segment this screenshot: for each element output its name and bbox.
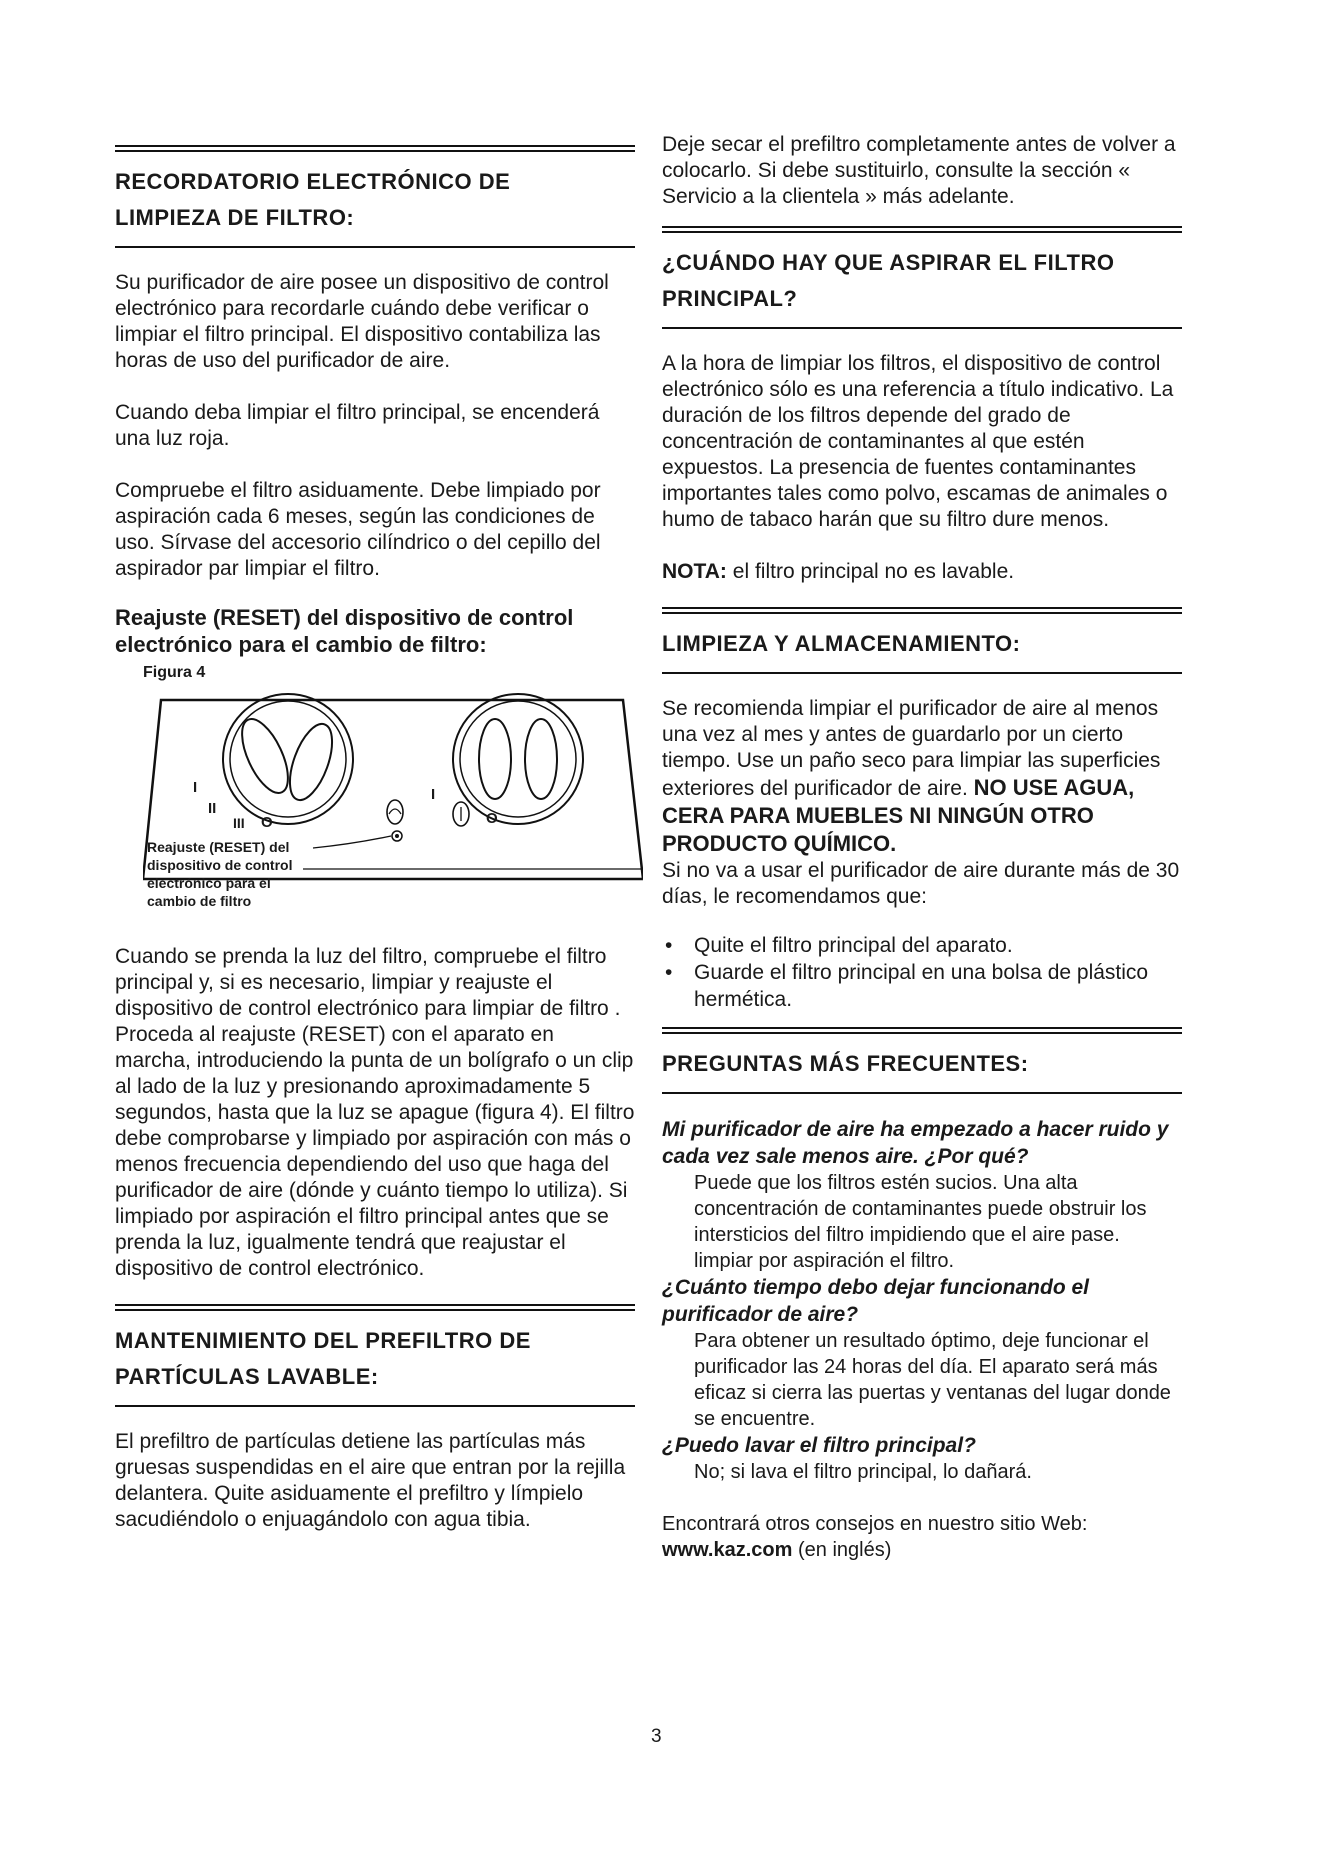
faq-question: Mi purificador de aire ha empezado a hacer ruido y cada vez sale menos aire. ¿Por qué? xyxy=(662,1118,1169,1168)
section-title-cuando xyxy=(662,245,1182,317)
title-line: PARTÍCULAS LAVABLE: xyxy=(115,1364,379,1389)
mark-i: I xyxy=(193,779,198,796)
reset-subheading: Reajuste (RESET) del dispositivo de control electrónico para el cambio de filtro: xyxy=(115,605,574,657)
title-line: RECORDATORIO ELECTRÓNICO DE xyxy=(115,169,511,194)
title-line: LIMPIEZA DE FILTRO: xyxy=(115,205,355,230)
paragraph: Compruebe el filtro asiduamente. Debe limpiado por aspiración cada 6 meses, según las condiciones de uso. Sírvase del accesorio cilíndrico o del cepillo del aspirador par limpiar el filtro. xyxy=(115,479,601,580)
left-column xyxy=(115,145,635,1533)
paragraph: El prefiltro de partículas detiene las partículas más gruesas suspendidas en el aire que entran por la rejilla delantera. Quite asiduamente el prefiltro y límpielo sacudiéndolo o enjuagándolo con agua tibia. xyxy=(115,1430,626,1531)
title-line: MANTENIMIENTO DEL PREFILTRO DE xyxy=(115,1328,531,1353)
faq-question: ¿Puedo lavar el filtro principal? xyxy=(662,1434,976,1457)
nota-text: el filtro principal no es lavable. xyxy=(726,560,1015,583)
mark-i-right: I xyxy=(431,786,436,803)
section-title-preguntas: PREGUNTAS MÁS FRECUENTES: xyxy=(662,1051,1029,1076)
title-line: PRINCIPAL? xyxy=(662,286,798,311)
paragraph: Cuando deba limpiar el filtro principal, se encenderá una luz roja. xyxy=(115,401,600,450)
paragraph: Si no va a usar el purificador de aire durante más de 30 días, le recomendamos que: xyxy=(662,859,1180,908)
mark-o: O xyxy=(261,814,273,831)
paragraph: Su purificador de aire posee un dispositivo de control electrónico para recordarle cuándo debe verificar o limpiar el filtro principal. El dispositivo contabiliza las horas de uso del purificador de aire. xyxy=(115,271,609,372)
timer-dial-icon xyxy=(453,694,583,824)
reset-button-icon xyxy=(392,831,402,841)
fan-speed-dial-icon xyxy=(223,694,353,824)
nota-label: NOTA: xyxy=(662,560,727,583)
warning-text: NO USE AGUA, CERA PARA MUEBLES NI NINGÚN OTRO PRODUCTO QUÍMICO. xyxy=(662,775,1135,856)
section-rule xyxy=(662,226,1182,233)
section-rule xyxy=(662,607,1182,614)
list-item xyxy=(662,932,1182,959)
figure-label: Figura 4 xyxy=(143,664,206,681)
website-line xyxy=(662,1537,1182,1563)
paragraph-text: Se recomienda limpiar el purificador de aire al menos una vez al mes y antes de guardarlo por un cierto tiempo. Use un paño seco para limpiar las superficies exteriores del purificador de aire. xyxy=(662,697,1161,800)
paragraph: Deje secar el prefiltro completamente antes de volver a colocarlo. Si debe sustituirlo, consulte la sección « Servicio a la clientela » más adelante. xyxy=(662,133,1176,208)
website-link[interactable]: www.kaz.com xyxy=(662,1539,793,1561)
paragraph xyxy=(662,696,1182,858)
list-item-text: Quite el filtro principal del aparato. xyxy=(694,934,1013,957)
title-line: ¿CUÁNDO HAY QUE ASPIRAR EL FILTRO xyxy=(662,250,1115,275)
bullet-icon: • xyxy=(665,934,673,957)
section-title-limpieza: LIMPIEZA Y ALMACENAMIENTO: xyxy=(662,631,1021,656)
section-title-mantenimiento xyxy=(115,1323,635,1395)
faq-answer: Puede que los filtros estén sucios. Una alta concentración de contaminantes puede obstruir los intersticios del filtro impidiendo que el aire pase. limpiar por aspiración el filtro. xyxy=(694,1172,1147,1272)
reset-callout xyxy=(147,838,292,910)
website-note: (en inglés) xyxy=(792,1539,892,1561)
nota-paragraph xyxy=(662,559,1182,585)
right-column xyxy=(662,132,1182,1563)
filter-indicator-icon xyxy=(387,800,403,824)
page-number: 3 xyxy=(651,1726,662,1747)
callout-line: dispositivo de control xyxy=(147,857,293,873)
section-rule xyxy=(662,1027,1182,1034)
callout-line: electrónico para el xyxy=(147,875,271,891)
list-item xyxy=(662,959,1182,1013)
faq-question: ¿Cuánto tiempo debo dejar funcionando el purificador de aire? xyxy=(662,1276,1090,1326)
mark-iii: III xyxy=(233,815,245,831)
faq-answer: Para obtener un resultado óptimo, deje funcionar el purificador las 24 horas del día. El aparato será más eficaz si cierra las puertas y ventanas del lugar donde se encuentre. xyxy=(694,1330,1171,1430)
callout-line: cambio de filtro xyxy=(147,893,252,909)
section-rule xyxy=(115,1304,635,1311)
mark-ii: II xyxy=(208,800,217,817)
paragraph: Cuando se prenda la luz del filtro, compruebe el filtro principal y, si es necesario, limpiar y reajuste el dispositivo de control electrónico para limpiar de filtro . Proceda al reajuste (RESET) con el aparato en marcha, introduciendo la punta de un bolígrafo o un clip al lado de la luz y presionando aproximadamente 5 segundos, hasta que la luz se apague (figura 4). El filtro debe comprobarse y limpiado por aspiración con más o menos frecuencia dependiendo del uso que haga del purificador de aire (dónde y cuánto tiempo lo utiliza). Si limpiado por aspiración el filtro principal antes que se prenda la luz, igualmente tendrá que reajustar el dispositivo de control electrónico. xyxy=(115,945,635,1280)
figure-4-control-panel xyxy=(143,664,643,934)
section-rule xyxy=(115,145,635,152)
closing-text: Encontrará otros consejos en nuestro sitio Web: xyxy=(662,1513,1088,1535)
bullet-icon: • xyxy=(665,961,673,984)
power-indicator-icon xyxy=(453,802,469,826)
callout-line: Reajuste (RESET) del xyxy=(147,839,290,855)
section-title-recordatorio xyxy=(115,164,635,236)
mark-o-right: O xyxy=(486,810,498,827)
bullet-list xyxy=(662,932,1182,1013)
paragraph: A la hora de limpiar los filtros, el dispositivo de control electrónico sólo es una referencia a título indicativo. La duración de los filtros depende del grado de concentración de contaminantes al que estén expuestos. La presencia de fuentes contaminantes importantes tales como polvo, escamas de animales o humo de tabaco harán que su filtro dure menos. xyxy=(662,352,1174,531)
list-item-text: Guarde el filtro principal en una bolsa de plástico hermética. xyxy=(694,961,1149,1011)
faq-answer: No; si lava el filtro principal, lo dañará. xyxy=(694,1461,1032,1483)
